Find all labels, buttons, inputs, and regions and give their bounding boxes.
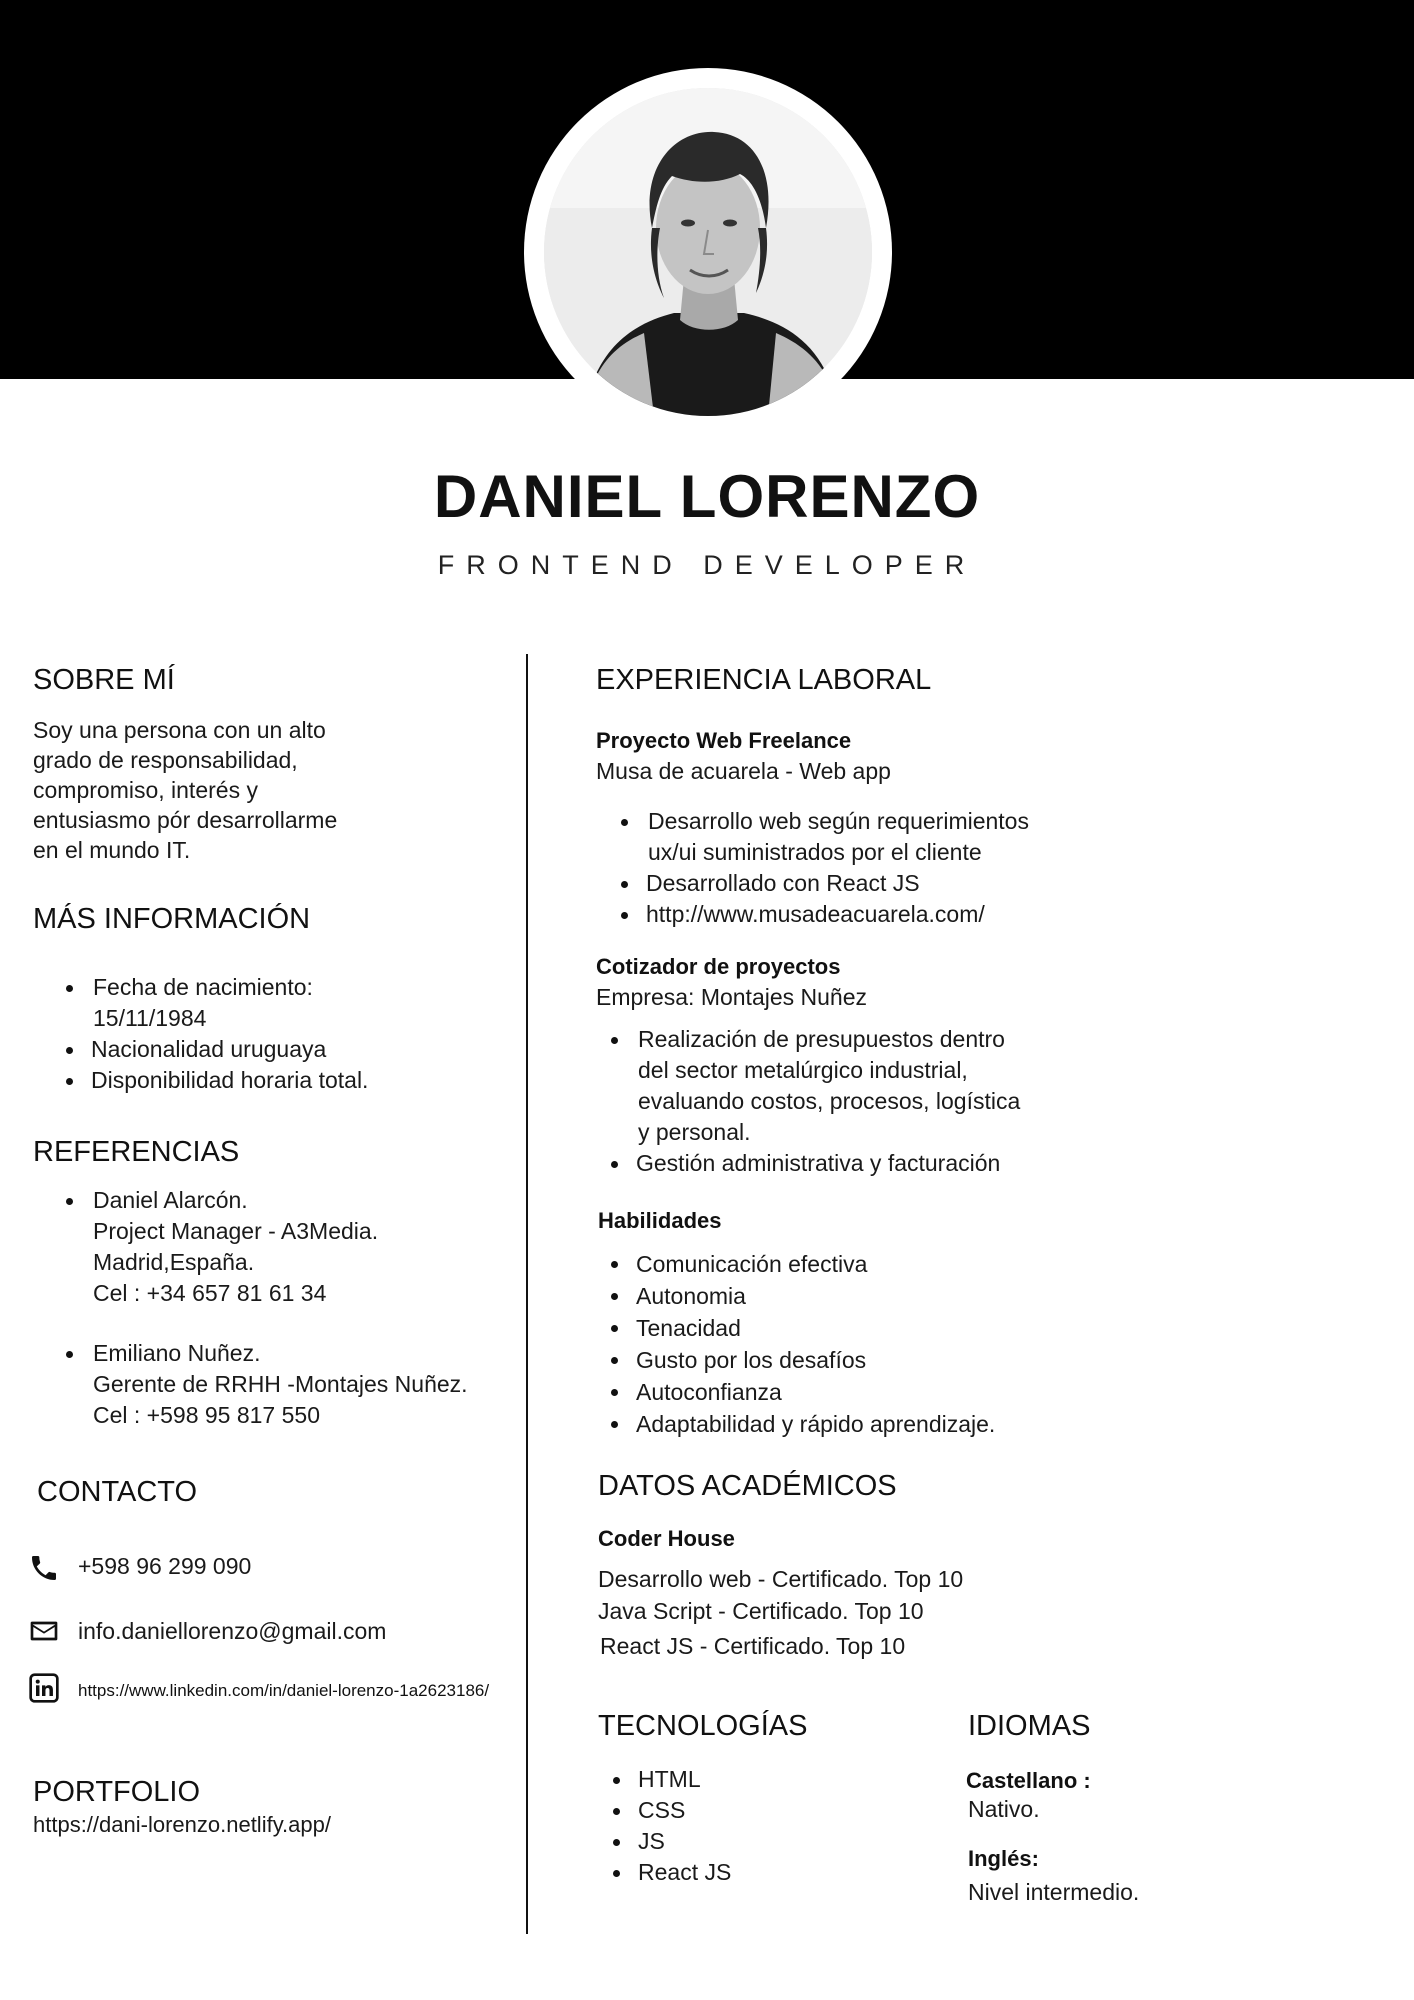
job-bullets [607,1024,1127,1179]
list-item: Adaptabilidad y rápido aprendizaje. [607,1408,1127,1440]
skills-list [607,1248,1127,1440]
list-item: React JS [609,1857,909,1888]
list-item: HTML [609,1764,909,1795]
list-item: Desarrollo web según requerimientos ux/ui suministrados por el cliente [617,806,1137,868]
list-item: Tenacidad [607,1312,1127,1344]
tech-heading: TECNOLOGÍAS [598,1710,808,1742]
certificate-item: Desarrollo web - Certificado. Top 10 [598,1566,964,1592]
job-title: FRONTEND DEVELOPER [437,550,977,580]
about-text [33,715,337,865]
language-name: Castellano : [966,1768,1091,1793]
person-name: DANIEL LORENZO [433,463,981,530]
about-line: entusiasmo pór desarrollarme [33,807,338,833]
certificate-item: React JS - Certificado. Top 10 [600,1633,906,1659]
email-address[interactable]: info.daniellorenzo@gmail.com [78,1618,387,1644]
portfolio-heading: PORTFOLIO [33,1776,201,1808]
certificate-item: Java Script - Certificado. Top 10 [598,1598,924,1624]
language-level: Nativo. [968,1796,1040,1822]
tech-list [609,1764,909,1888]
more-info-list [62,972,502,1096]
about-line: en el mundo IT. [33,837,191,863]
job-subtitle: Empresa: Montajes Nuñez [596,984,868,1010]
about-line: grado de responsabilidad, [33,747,298,773]
column-divider [526,654,528,1934]
job-title: Proyecto Web Freelance [596,728,852,753]
language-level: Nivel intermedio. [968,1879,1140,1905]
phone-number[interactable]: +598 96 299 090 [78,1553,252,1579]
skills-heading: Habilidades [598,1208,722,1233]
list-item: Autoconfianza [607,1376,1127,1408]
about-line: Soy una persona con un alto [33,717,326,743]
reference-item: Daniel Alarcón. Project Manager - A3Media. Madrid,España. Cel : +34 657 81 61 34 [62,1185,522,1309]
list-item: JS [609,1826,909,1857]
profile-photo [544,88,872,416]
school-name: Coder House [598,1526,735,1551]
mail-icon [28,1615,60,1647]
list-item[interactable]: http://www.musadeacuarela.com/ [617,899,1137,930]
phone-icon [28,1552,60,1584]
profile-photo-illustration [544,88,872,416]
list-item: Comunicación efectiva [607,1248,1127,1280]
language-name: Inglés: [968,1846,1039,1871]
portfolio-link[interactable]: https://dani-lorenzo.netlify.app/ [33,1812,331,1837]
job-bullets [617,806,1137,930]
list-item: Fecha de nacimiento: 15/11/1984 [62,972,502,1034]
about-line: compromiso, interés y [33,777,258,803]
contact-heading: CONTACTO [37,1476,198,1508]
list-item: Nacionalidad uruguaya [62,1034,502,1065]
linkedin-icon [28,1672,60,1704]
list-item: Disponibilidad horaria total. [62,1065,502,1096]
profile-photo-frame [524,68,892,436]
job-subtitle: Musa de acuarela - Web app [596,758,891,784]
list-item: Realización de presupuestos dentro del sector metalúrgico industrial, evaluando costos, procesos, logística y personal. [607,1024,1127,1148]
reference-item: Emiliano Nuñez. Gerente de RRHH -Montajes Nuñez. Cel : +598 95 817 550 [62,1338,522,1431]
list-item: Desarrollado con React JS [617,868,1137,899]
list-item: Gusto por los desafíos [607,1344,1127,1376]
references-heading: REFERENCIAS [33,1136,240,1168]
more-info-heading: MÁS INFORMACIÓN [33,903,311,935]
job-title: Cotizador de proyectos [596,954,841,979]
linkedin-url[interactable]: https://www.linkedin.com/in/daniel-lorenzo-1a2623186/ [78,1681,490,1700]
references-list [62,1185,522,1431]
about-heading: SOBRE MÍ [33,664,175,696]
academic-heading: DATOS ACADÉMICOS [598,1470,897,1502]
list-item: CSS [609,1795,909,1826]
languages-heading: IDIOMAS [968,1710,1091,1742]
experience-heading: EXPERIENCIA LABORAL [596,664,932,696]
list-item: Gestión administrativa y facturación [607,1148,1127,1179]
list-item: Autonomia [607,1280,1127,1312]
